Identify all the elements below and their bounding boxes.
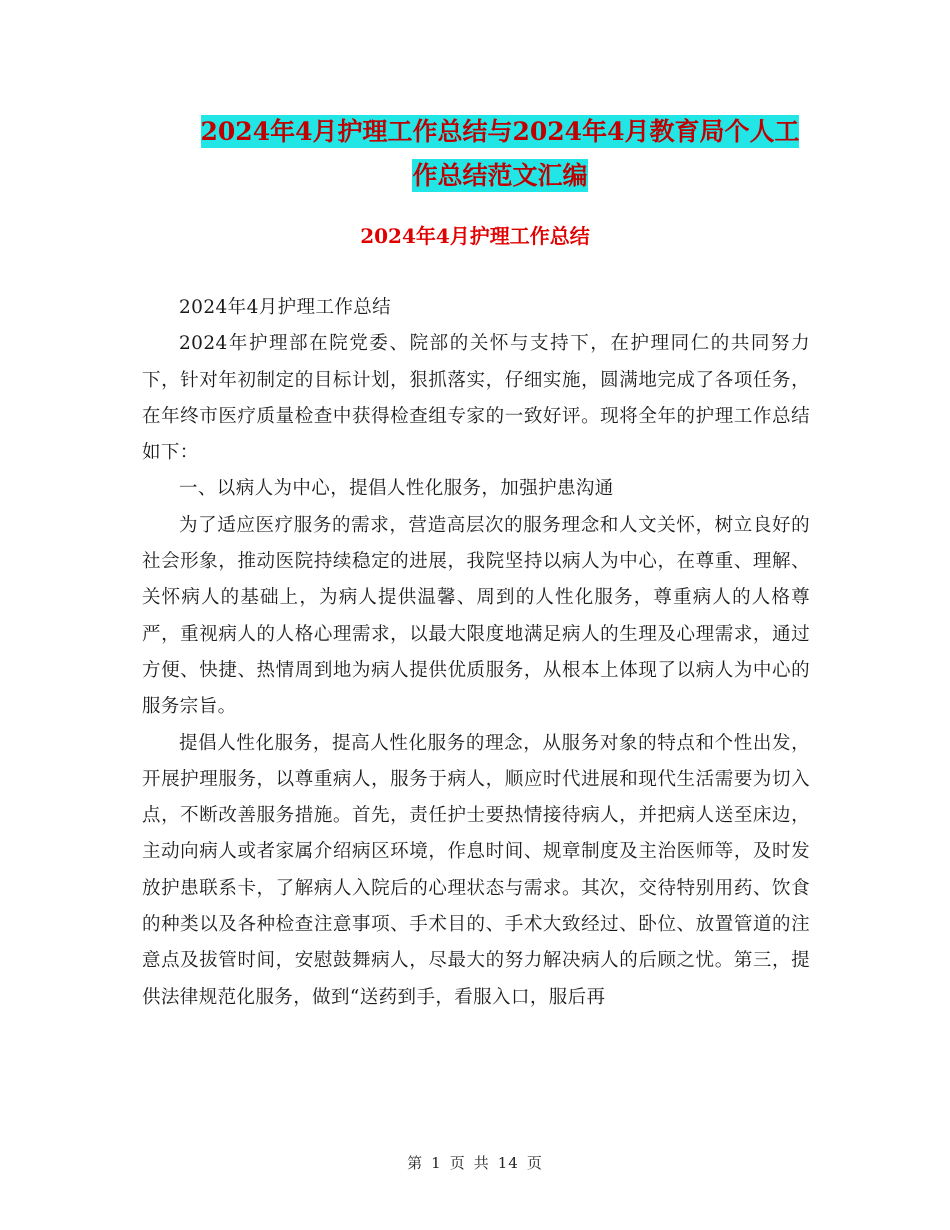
- footer-label-page: 第: [407, 1154, 424, 1172]
- paragraph: 一、以病人为中心，提倡人性化服务，加强护患沟通: [179, 478, 614, 500]
- footer-total-pages: 14: [497, 1154, 519, 1172]
- page-footer: [0, 1152, 950, 1173]
- footer-label-ye-2: 页: [526, 1154, 543, 1172]
- paragraph: 为了适应医疗服务的需求，营造高层次的服务理念和人文关怀，树立良好的社会形象，推动医院持续稳定的进展，我院坚持以病人为中心，在尊重、理解、关怀病人的基础上，为病人提供温馨、周到的人性化服务，尊重病人的人格尊严，重视病人的人格心理需求，以最大限度地满足病人的生理及心理需求，通过方便、快捷、热情周到地为病人提供优质服务，从根本上体现了以病人为中心的服务宗旨。: [142, 514, 810, 718]
- document-title: [140, 110, 860, 198]
- section-title: 2024年4月护理工作总结: [360, 224, 590, 248]
- paragraph: 2024年4月护理工作总结: [179, 297, 392, 318]
- footer-label-total: 共: [473, 1154, 490, 1172]
- footer-page-number: 1: [431, 1154, 442, 1172]
- document-body: [142, 290, 810, 1016]
- paragraph: 提倡人性化服务，提高人性化服务的理念，从服务对象的特点和个性出发，开展护理服务，以尊重病人，服务于病人，顺应时代进展和现代生活需要为切入点，不断改善服务措施。首先，责任护士要热情接待病人，并把病人送至床边，主动向病人或者家属介绍病区环境，作息时间、规章制度及主治医师等，及时发放护患联系卡，了解病人入院后的心理状态与需求。其次，交待特别用药、饮食的种类以及各种检查注意事项、手术目的、手术大致经过、卧位、放置管道的注意点及拔管时间，安慰鼓舞病人，尽最大的努力解决病人的后顾之忧。第三，提供法律规范化服务，做到“送药到手，看服入口，服后再: [142, 732, 810, 1008]
- document-title-line-1: 2024年4月护理工作总结与2024年4月教育局个人工: [200, 117, 800, 146]
- document-title-line-2: 作总结范文汇编: [412, 161, 588, 190]
- footer-label-ye: 页: [449, 1154, 466, 1172]
- paragraph: 2024年护理部在院党委、院部的关怀与支持下，在护理同仁的共同努力下，针对年初制定的目标计划，狠抓落实，仔细实施，圆满地完成了各项任务，在年终市医疗质量检查中获得检查组专家的一致好评。现将全年的护理工作总结如下：: [142, 333, 810, 464]
